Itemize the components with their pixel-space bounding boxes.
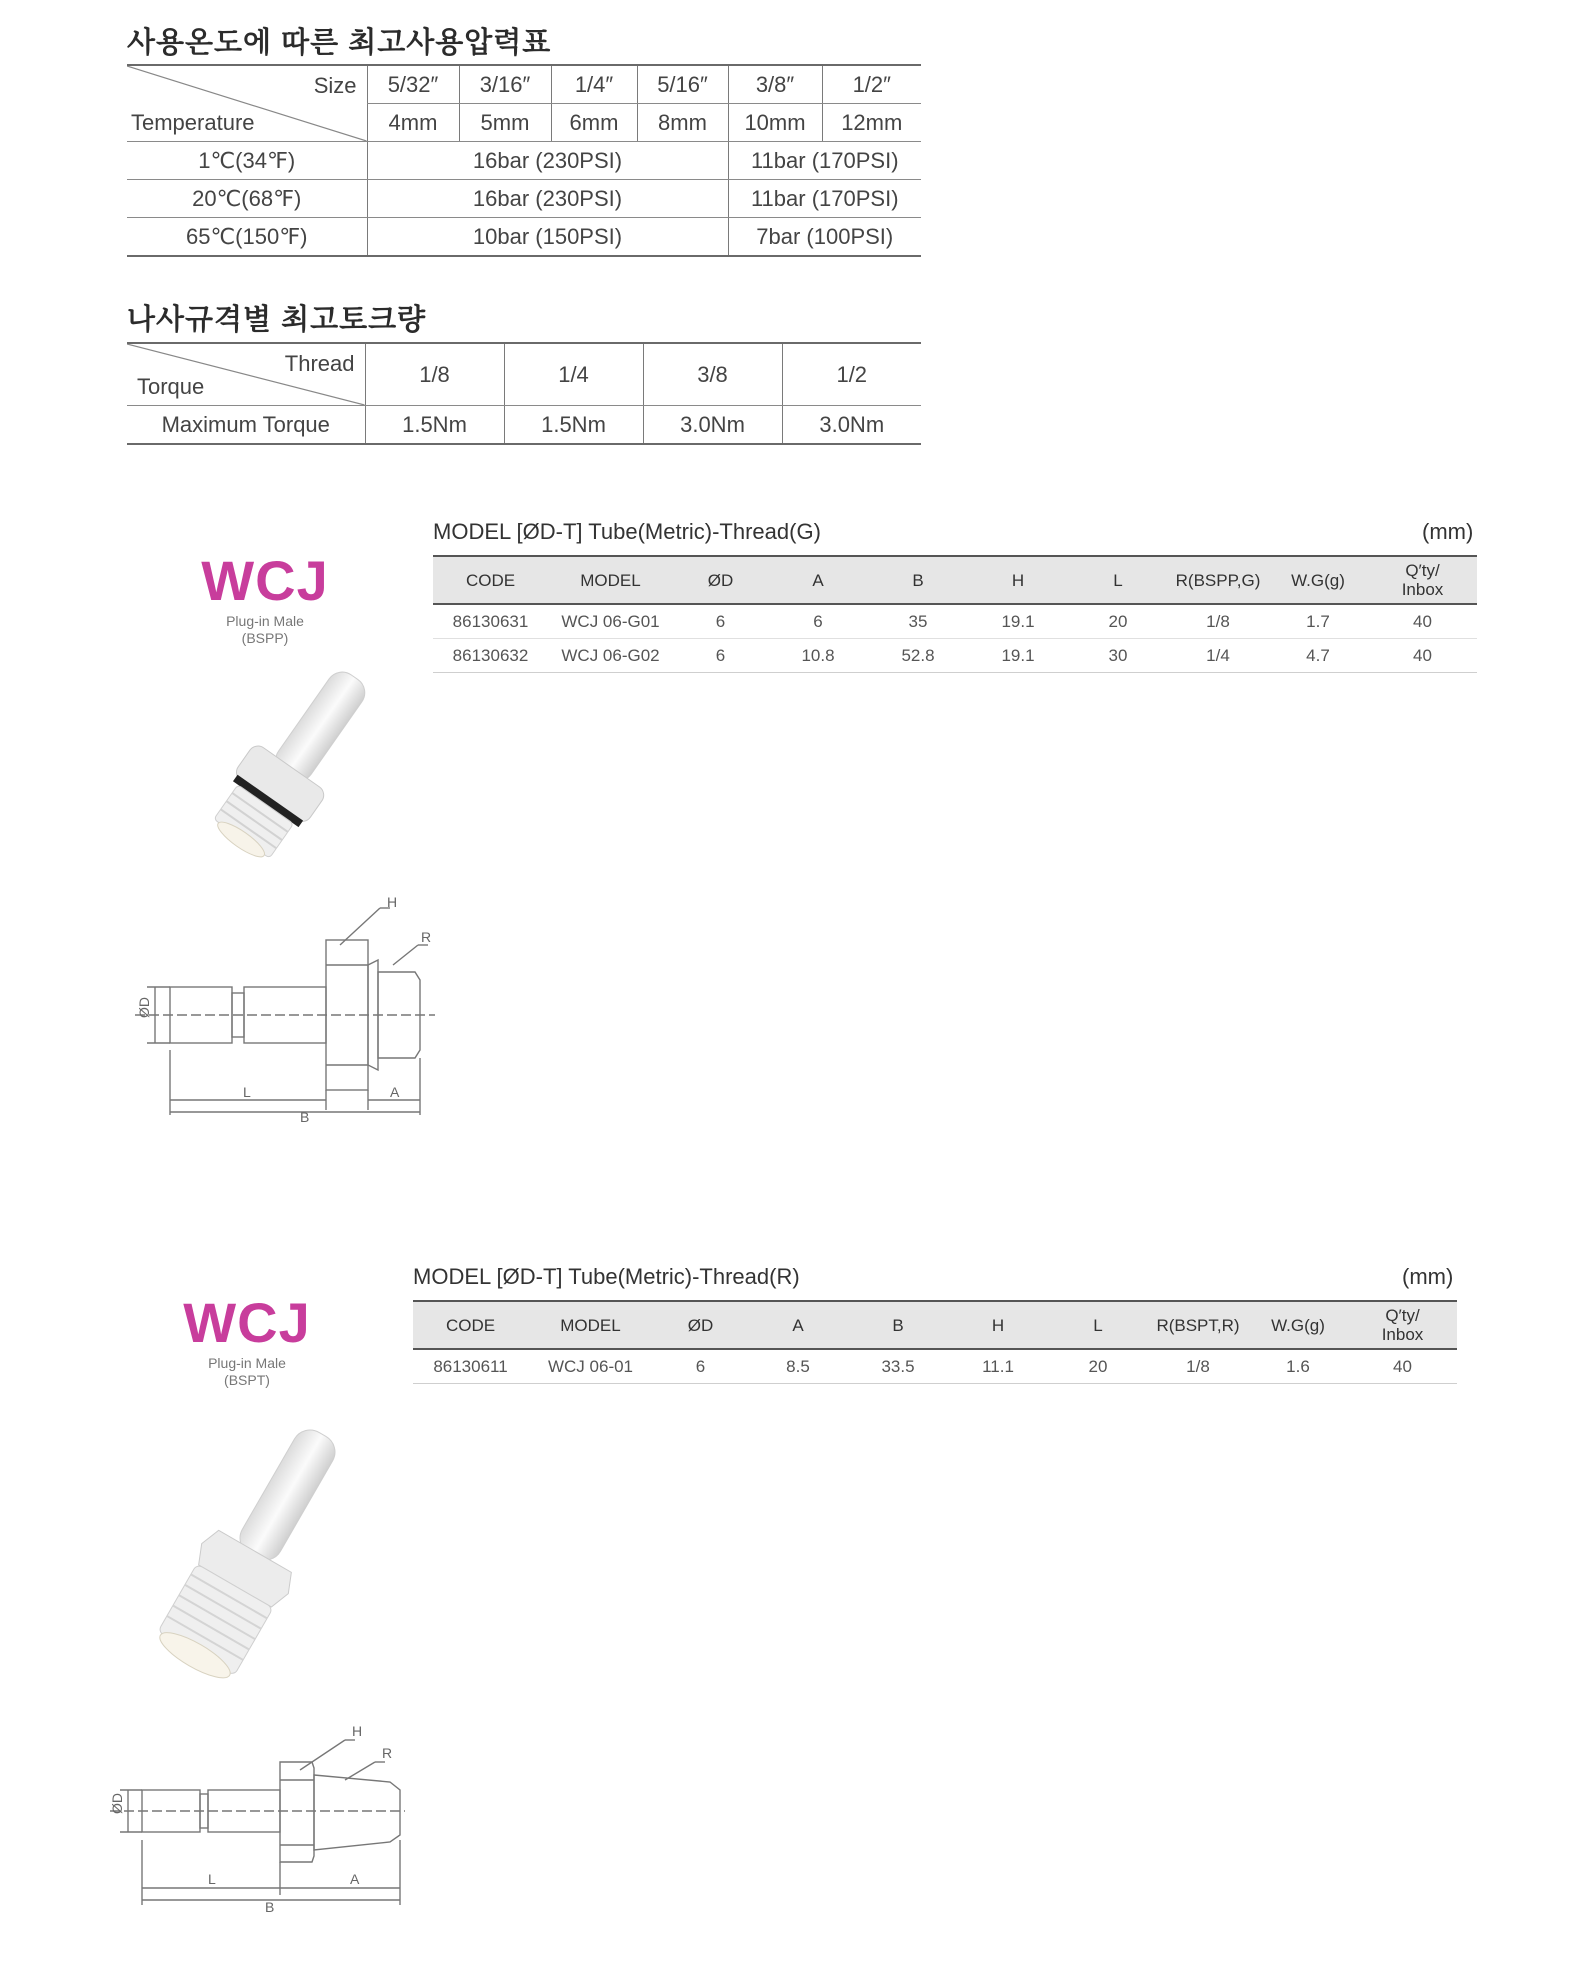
product-type-label: Plug-in Male — [226, 613, 304, 629]
thread-size-cell: 1/8 — [365, 343, 504, 406]
col-header: A — [748, 1301, 848, 1349]
corner-size-label: Size — [313, 73, 357, 98]
pressure-cell: 16bar (230PSI) — [367, 142, 728, 180]
table-cell: 35 — [868, 604, 968, 639]
table-cell: 6 — [673, 604, 768, 639]
corner-temperature-label: Temperature — [131, 110, 255, 135]
qty-header-line1: Q′ty/ — [1405, 561, 1440, 580]
inch-size-cell: 5/32″ — [367, 65, 459, 104]
table-cell: 86130611 — [413, 1349, 528, 1384]
torque-table-corner — [127, 343, 365, 406]
mm-size-cell: 4mm — [367, 104, 459, 142]
dim-h-label: H — [352, 1723, 363, 1739]
product-2-model-table — [413, 1300, 1457, 1384]
col-header: CODE — [433, 556, 548, 604]
product-2-model-title: MODEL [ØD-T] Tube(Metric)-Thread(R) — [413, 1264, 800, 1289]
col-header: MODEL — [528, 1301, 653, 1349]
torque-value-cell: 1.5Nm — [365, 406, 504, 445]
table-cell: 6 — [653, 1349, 748, 1384]
col-header: L — [1048, 1301, 1148, 1349]
product-2-photo — [110, 1420, 390, 1705]
pressure-cell: 7bar (100PSI) — [728, 218, 921, 257]
thread-standard-label: (BSPP) — [241, 630, 289, 646]
product-1-photo — [180, 665, 390, 890]
table-cell: WCJ 06-01 — [528, 1349, 653, 1384]
table-cell: 6 — [768, 604, 868, 639]
temperature-cell: 20℃(68℉) — [127, 180, 367, 218]
col-header: H — [948, 1301, 1048, 1349]
mm-size-cell: 5mm — [459, 104, 551, 142]
pressure-table — [127, 64, 921, 257]
col-header: CODE — [413, 1301, 528, 1349]
torque-value-cell: 1.5Nm — [504, 406, 643, 445]
table-cell: 30 — [1068, 639, 1168, 673]
table-row — [433, 639, 1477, 673]
table-cell: 1.6 — [1248, 1349, 1348, 1384]
col-header-qty — [1348, 1301, 1457, 1349]
product-1-brand-block — [190, 548, 340, 647]
inch-size-cell: 1/4″ — [551, 65, 637, 104]
qty-header-line1: Q′ty/ — [1385, 1306, 1420, 1325]
table-cell: 19.1 — [968, 639, 1068, 673]
thread-size-cell: 1/2 — [782, 343, 921, 406]
table-cell: WCJ 06-G01 — [548, 604, 673, 639]
dim-l-label: L — [208, 1871, 216, 1887]
corner-thread-label: Thread — [284, 351, 355, 376]
table-cell: 40 — [1368, 639, 1477, 673]
dim-od-label: ØD — [136, 997, 152, 1018]
col-header: R(BSPP,G) — [1168, 556, 1268, 604]
thread-standard-label: (BSPT) — [224, 1372, 270, 1388]
table-cell: 8.5 — [748, 1349, 848, 1384]
table-cell: 1/8 — [1148, 1349, 1248, 1384]
product-1-model-table-wrap — [433, 555, 1477, 673]
table-cell: 1/8 — [1168, 604, 1268, 639]
table-cell: 10.8 — [768, 639, 868, 673]
brand-logo: WCJ — [183, 1291, 311, 1354]
product-2-model-table-wrap — [413, 1300, 1457, 1384]
product-1-unit-label: (mm) — [1422, 519, 1474, 544]
table-cell: 11.1 — [948, 1349, 1048, 1384]
table-cell: 20 — [1048, 1349, 1148, 1384]
pressure-cell: 11bar (170PSI) — [728, 142, 921, 180]
thread-size-cell: 3/8 — [643, 343, 782, 406]
table-cell: 6 — [673, 639, 768, 673]
col-header: W.G(g) — [1248, 1301, 1348, 1349]
brand-logo: WCJ — [201, 549, 329, 612]
thread-size-cell: 1/4 — [504, 343, 643, 406]
dim-b-label: B — [300, 1109, 310, 1125]
col-header: R(BSPT,R) — [1148, 1301, 1248, 1349]
temperature-cell: 65℃(150℉) — [127, 218, 367, 257]
dim-l-label: L — [243, 1084, 251, 1100]
table-row — [413, 1349, 1457, 1384]
col-header: L — [1068, 556, 1168, 604]
table-cell: 86130631 — [433, 604, 548, 639]
col-header: MODEL — [548, 556, 673, 604]
mm-size-cell: 8mm — [637, 104, 728, 142]
mm-size-cell: 6mm — [551, 104, 637, 142]
product-1-model-title: MODEL [ØD-T] Tube(Metric)-Thread(G) — [433, 519, 821, 544]
torque-table — [127, 342, 921, 445]
table-cell: 33.5 — [848, 1349, 948, 1384]
table-cell: 4.7 — [1268, 639, 1368, 673]
col-header: A — [768, 556, 868, 604]
pressure-table-corner — [127, 65, 367, 142]
table-cell: 86130632 — [433, 639, 548, 673]
dim-r-label: R — [382, 1745, 393, 1761]
col-header-qty — [1368, 556, 1477, 604]
product-type-label: Plug-in Male — [208, 1355, 286, 1371]
pressure-table-title: 사용온도에 따른 최고사용압력표 — [127, 27, 552, 59]
pressure-cell: 11bar (170PSI) — [728, 180, 921, 218]
product-2-unit-label: (mm) — [1402, 1264, 1454, 1289]
torque-table-title: 나사규격별 최고토크량 — [127, 304, 427, 336]
dim-od-label: ØD — [109, 1793, 125, 1814]
inch-size-cell: 1/2″ — [822, 65, 921, 104]
dim-b-label: B — [265, 1899, 275, 1915]
col-header: W.G(g) — [1268, 556, 1368, 604]
torque-value-cell: 3.0Nm — [643, 406, 782, 445]
torque-value-cell: 3.0Nm — [782, 406, 921, 445]
inch-size-cell: 3/8″ — [728, 65, 822, 104]
table-cell: 19.1 — [968, 604, 1068, 639]
table-row — [433, 604, 1477, 639]
col-header: ØD — [673, 556, 768, 604]
col-header: H — [968, 556, 1068, 604]
table-cell: 1/4 — [1168, 639, 1268, 673]
col-header: B — [868, 556, 968, 604]
table-cell: 1.7 — [1268, 604, 1368, 639]
temperature-cell: 1℃(34℉) — [127, 142, 367, 180]
dim-a-label: A — [390, 1084, 400, 1100]
product-2-dimension-drawing — [100, 1690, 420, 1915]
qty-header-line2: Inbox — [1401, 580, 1444, 599]
mm-size-cell: 12mm — [822, 104, 921, 142]
table-cell: 40 — [1368, 604, 1477, 639]
mm-size-cell: 10mm — [728, 104, 822, 142]
col-header: ØD — [653, 1301, 748, 1349]
inch-size-cell: 5/16″ — [637, 65, 728, 104]
dim-a-label: A — [350, 1871, 360, 1887]
table-cell: WCJ 06-G02 — [548, 639, 673, 673]
max-torque-label: Maximum Torque — [127, 406, 365, 445]
table-cell: 20 — [1068, 604, 1168, 639]
dim-r-label: R — [421, 929, 432, 945]
table-cell: 52.8 — [868, 639, 968, 673]
table-cell: 40 — [1348, 1349, 1457, 1384]
inch-size-cell: 3/16″ — [459, 65, 551, 104]
col-header: B — [848, 1301, 948, 1349]
dim-h-label: H — [387, 894, 398, 910]
product-1-model-table — [433, 555, 1477, 673]
pressure-cell: 10bar (150PSI) — [367, 218, 728, 257]
corner-torque-label: Torque — [137, 374, 205, 399]
product-1-dimension-drawing — [125, 890, 455, 1125]
pressure-cell: 16bar (230PSI) — [367, 180, 728, 218]
product-2-brand-block — [172, 1290, 322, 1389]
qty-header-line2: Inbox — [1381, 1325, 1424, 1344]
